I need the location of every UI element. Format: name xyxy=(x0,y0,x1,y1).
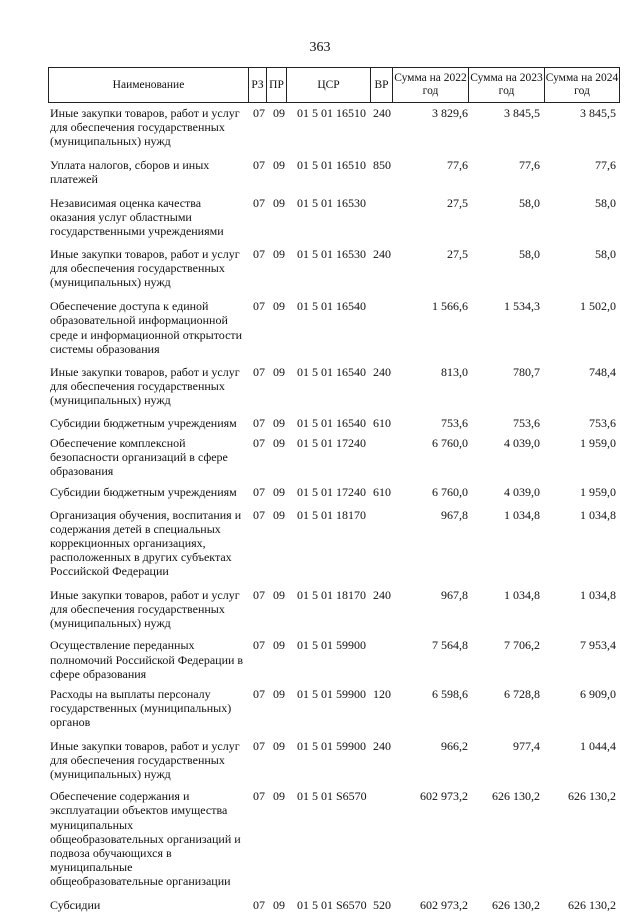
row-sum-2023: 626 130,2 xyxy=(492,789,540,804)
table-row xyxy=(48,789,620,888)
row-rz: 07 xyxy=(253,507,265,522)
table-row xyxy=(48,508,620,579)
row-rz: 07 xyxy=(253,157,265,172)
row-csr: 01 5 01 59900 xyxy=(297,686,366,701)
row-csr: 01 5 01 59900 xyxy=(297,738,366,753)
row-vr: 240 xyxy=(373,365,391,380)
row-csr: 01 5 01 16540 xyxy=(297,415,366,430)
row-vr: 520 xyxy=(373,897,391,912)
row-csr: 01 5 01 S6570 xyxy=(297,789,367,804)
row-name: Расходы на выплаты персоналу государственных (муниципальных) органов xyxy=(50,686,232,730)
row-pr: 09 xyxy=(273,435,285,450)
table-row xyxy=(48,247,620,290)
row-pr: 09 xyxy=(273,587,285,602)
row-rz: 07 xyxy=(253,246,265,261)
row-vr: 240 xyxy=(373,587,391,602)
row-vr: 240 xyxy=(373,738,391,753)
row-rz: 07 xyxy=(253,299,265,314)
row-sum-2024: 3 845,5 xyxy=(580,106,616,120)
row-sum-2023: 77,6 xyxy=(519,157,540,172)
row-pr: 09 xyxy=(273,485,285,500)
table-row xyxy=(48,436,620,479)
row-name: Уплата налогов, сборов и иных платежей xyxy=(50,157,210,186)
row-pr: 09 xyxy=(273,897,285,912)
row-name: Субсидии xyxy=(50,897,101,912)
row-csr: 01 5 01 17240 xyxy=(297,435,366,450)
row-sum-2022: 753,6 xyxy=(441,415,468,430)
table-row xyxy=(48,365,620,408)
row-name: Обеспечение комплексной безопасности организаций в сфере образования xyxy=(50,435,228,479)
row-rz: 07 xyxy=(253,435,265,450)
row-sum-2023: 3 845,5 xyxy=(504,106,540,120)
row-sum-2023: 780,7 xyxy=(513,365,540,380)
row-sum-2024: 626 130,2 xyxy=(568,897,616,912)
row-sum-2023: 1 534,3 xyxy=(504,299,540,314)
table-header xyxy=(48,67,620,103)
row-rz: 07 xyxy=(253,196,265,211)
row-pr: 09 xyxy=(273,507,285,522)
table-row xyxy=(48,485,620,499)
row-sum-2022: 27,5 xyxy=(447,246,468,261)
table-body xyxy=(48,106,620,924)
row-sum-2024: 1 034,8 xyxy=(580,507,616,522)
row-pr: 09 xyxy=(273,638,285,653)
row-sum-2024: 1 502,0 xyxy=(580,299,616,314)
row-name: Иные закупки товаров, работ и услуг для обеспечения государственных (муниципальных) нужд xyxy=(50,246,240,290)
row-sum-2023: 1 034,8 xyxy=(504,507,540,522)
row-pr: 09 xyxy=(273,106,285,120)
row-sum-2022: 813,0 xyxy=(441,365,468,380)
table-row xyxy=(48,687,620,730)
header-vr: ВР xyxy=(370,68,392,102)
row-sum-2024: 1 034,8 xyxy=(580,587,616,602)
row-sum-2023: 753,6 xyxy=(513,415,540,430)
row-sum-2022: 6 760,0 xyxy=(432,435,468,450)
row-sum-2022: 3 829,6 xyxy=(432,106,468,120)
row-pr: 09 xyxy=(273,299,285,314)
row-name: Субсидии бюджетным учреждениям xyxy=(50,485,237,500)
row-pr: 09 xyxy=(273,686,285,701)
row-sum-2022: 6 598,6 xyxy=(432,686,468,701)
row-pr: 09 xyxy=(273,738,285,753)
row-sum-2022: 602 973,2 xyxy=(420,897,468,912)
row-sum-2023: 7 706,2 xyxy=(504,638,540,653)
row-sum-2024: 1 959,0 xyxy=(580,485,616,500)
row-sum-2022: 77,6 xyxy=(447,157,468,172)
row-sum-2024: 753,6 xyxy=(589,415,616,430)
row-sum-2022: 967,8 xyxy=(441,507,468,522)
row-rz: 07 xyxy=(253,686,265,701)
row-sum-2022: 966,2 xyxy=(441,738,468,753)
row-sum-2024: 58,0 xyxy=(595,196,616,211)
row-sum-2024: 77,6 xyxy=(595,157,616,172)
table-row xyxy=(48,416,620,430)
row-pr: 09 xyxy=(273,789,285,804)
row-vr: 610 xyxy=(373,415,391,430)
row-rz: 07 xyxy=(253,415,265,430)
row-name: Осуществление переданных полномочий Российской Федерации в сфере образования xyxy=(50,638,244,681)
row-vr: 120 xyxy=(373,686,391,701)
header-2024: Сумма на 2024 год xyxy=(544,68,620,102)
row-csr: 01 5 01 16540 xyxy=(297,365,366,380)
header-2022: Сумма на 2022 год xyxy=(392,68,468,102)
row-rz: 07 xyxy=(253,365,265,380)
row-rz: 07 xyxy=(253,789,265,804)
row-name: Обеспечение содержания и эксплуатации объектов имущества муниципальных общеобразовательных организаций и подвоза обучающихся в муниципальные общеобразовательные организации xyxy=(50,789,241,889)
table-row xyxy=(48,638,620,681)
header-2023: Сумма на 2023 год xyxy=(468,68,544,102)
row-pr: 09 xyxy=(273,415,285,430)
row-csr: 01 5 01 17240 xyxy=(297,485,366,500)
row-sum-2023: 626 130,2 xyxy=(492,897,540,912)
row-pr: 09 xyxy=(273,157,285,172)
row-vr: 240 xyxy=(373,246,391,261)
row-csr: 01 5 01 18170 xyxy=(297,507,366,522)
table-row xyxy=(48,739,620,782)
row-sum-2022: 1 566,6 xyxy=(432,299,468,314)
row-rz: 07 xyxy=(253,897,265,912)
row-vr: 610 xyxy=(373,485,391,500)
header-name: Наименование xyxy=(48,68,248,102)
row-pr: 09 xyxy=(273,196,285,211)
row-sum-2023: 58,0 xyxy=(519,246,540,261)
row-name: Иные закупки товаров, работ и услуг для обеспечения государственных (муниципальных) нужд xyxy=(50,738,240,781)
row-csr: 01 5 01 16510 xyxy=(297,157,366,172)
row-csr: 01 5 01 18170 xyxy=(297,587,366,602)
row-sum-2022: 967,8 xyxy=(441,587,468,602)
row-sum-2022: 6 760,0 xyxy=(432,485,468,500)
row-sum-2023: 977,4 xyxy=(513,738,540,753)
row-sum-2023: 6 728,8 xyxy=(504,686,540,701)
row-name: Иные закупки товаров, работ и услуг для обеспечения государственных (муниципальных) нужд xyxy=(50,106,240,149)
row-pr: 09 xyxy=(273,246,285,261)
row-name: Организация обучения, воспитания и содержания детей в специальных коррекционных организациях, расположенных в других субъектах Российской Федерации xyxy=(50,507,242,579)
header-csr: ЦСР xyxy=(286,68,370,102)
row-csr: 01 5 01 16530 xyxy=(297,196,366,211)
row-csr: 01 5 01 16510 xyxy=(297,106,366,120)
row-csr: 01 5 01 59900 xyxy=(297,638,366,653)
row-vr: 240 xyxy=(373,106,391,120)
header-rz: РЗ xyxy=(248,68,266,102)
row-sum-2022: 602 973,2 xyxy=(420,789,468,804)
row-vr: 850 xyxy=(373,157,391,172)
row-sum-2024: 6 909,0 xyxy=(580,686,616,701)
row-csr: 01 5 01 16540 xyxy=(297,299,366,314)
page-number: 363 xyxy=(309,40,331,55)
row-rz: 07 xyxy=(253,587,265,602)
row-sum-2023: 4 039,0 xyxy=(504,435,540,450)
row-pr: 09 xyxy=(273,365,285,380)
row-sum-2024: 626 130,2 xyxy=(568,789,616,804)
row-name: Обеспечение доступа к единой образовательной информационной среде и информационной открытости системы образования xyxy=(50,299,243,356)
row-sum-2023: 58,0 xyxy=(519,196,540,211)
row-sum-2024: 1 959,0 xyxy=(580,435,616,450)
row-sum-2023: 4 039,0 xyxy=(504,485,540,500)
row-rz: 07 xyxy=(253,485,265,500)
table-row xyxy=(48,106,620,149)
row-name: Иные закупки товаров, работ и услуг для обеспечения государственных (муниципальных) нужд xyxy=(50,587,240,631)
table-row xyxy=(48,299,620,356)
row-sum-2022: 7 564,8 xyxy=(432,638,468,653)
row-rz: 07 xyxy=(253,738,265,753)
table-row xyxy=(48,196,620,239)
row-rz: 07 xyxy=(253,638,265,653)
row-sum-2024: 748,4 xyxy=(589,365,616,380)
row-name: Независимая оценка качества оказания услуг областными государственными учреждениями xyxy=(50,196,224,239)
row-csr: 01 5 01 S6570 xyxy=(297,897,367,912)
row-sum-2022: 27,5 xyxy=(447,196,468,211)
row-csr: 01 5 01 16530 xyxy=(297,246,366,261)
table-row xyxy=(48,588,620,631)
row-name: Субсидии бюджетным учреждениям xyxy=(50,415,237,430)
row-sum-2024: 58,0 xyxy=(595,246,616,261)
header-pr: ПР xyxy=(266,68,286,102)
row-sum-2024: 7 953,4 xyxy=(580,638,616,653)
row-rz: 07 xyxy=(253,106,265,120)
row-sum-2024: 1 044,4 xyxy=(580,738,616,753)
table-row xyxy=(48,158,620,186)
row-name: Иные закупки товаров, работ и услуг для обеспечения государственных (муниципальных) нужд xyxy=(50,365,240,408)
row-sum-2023: 1 034,8 xyxy=(504,587,540,602)
